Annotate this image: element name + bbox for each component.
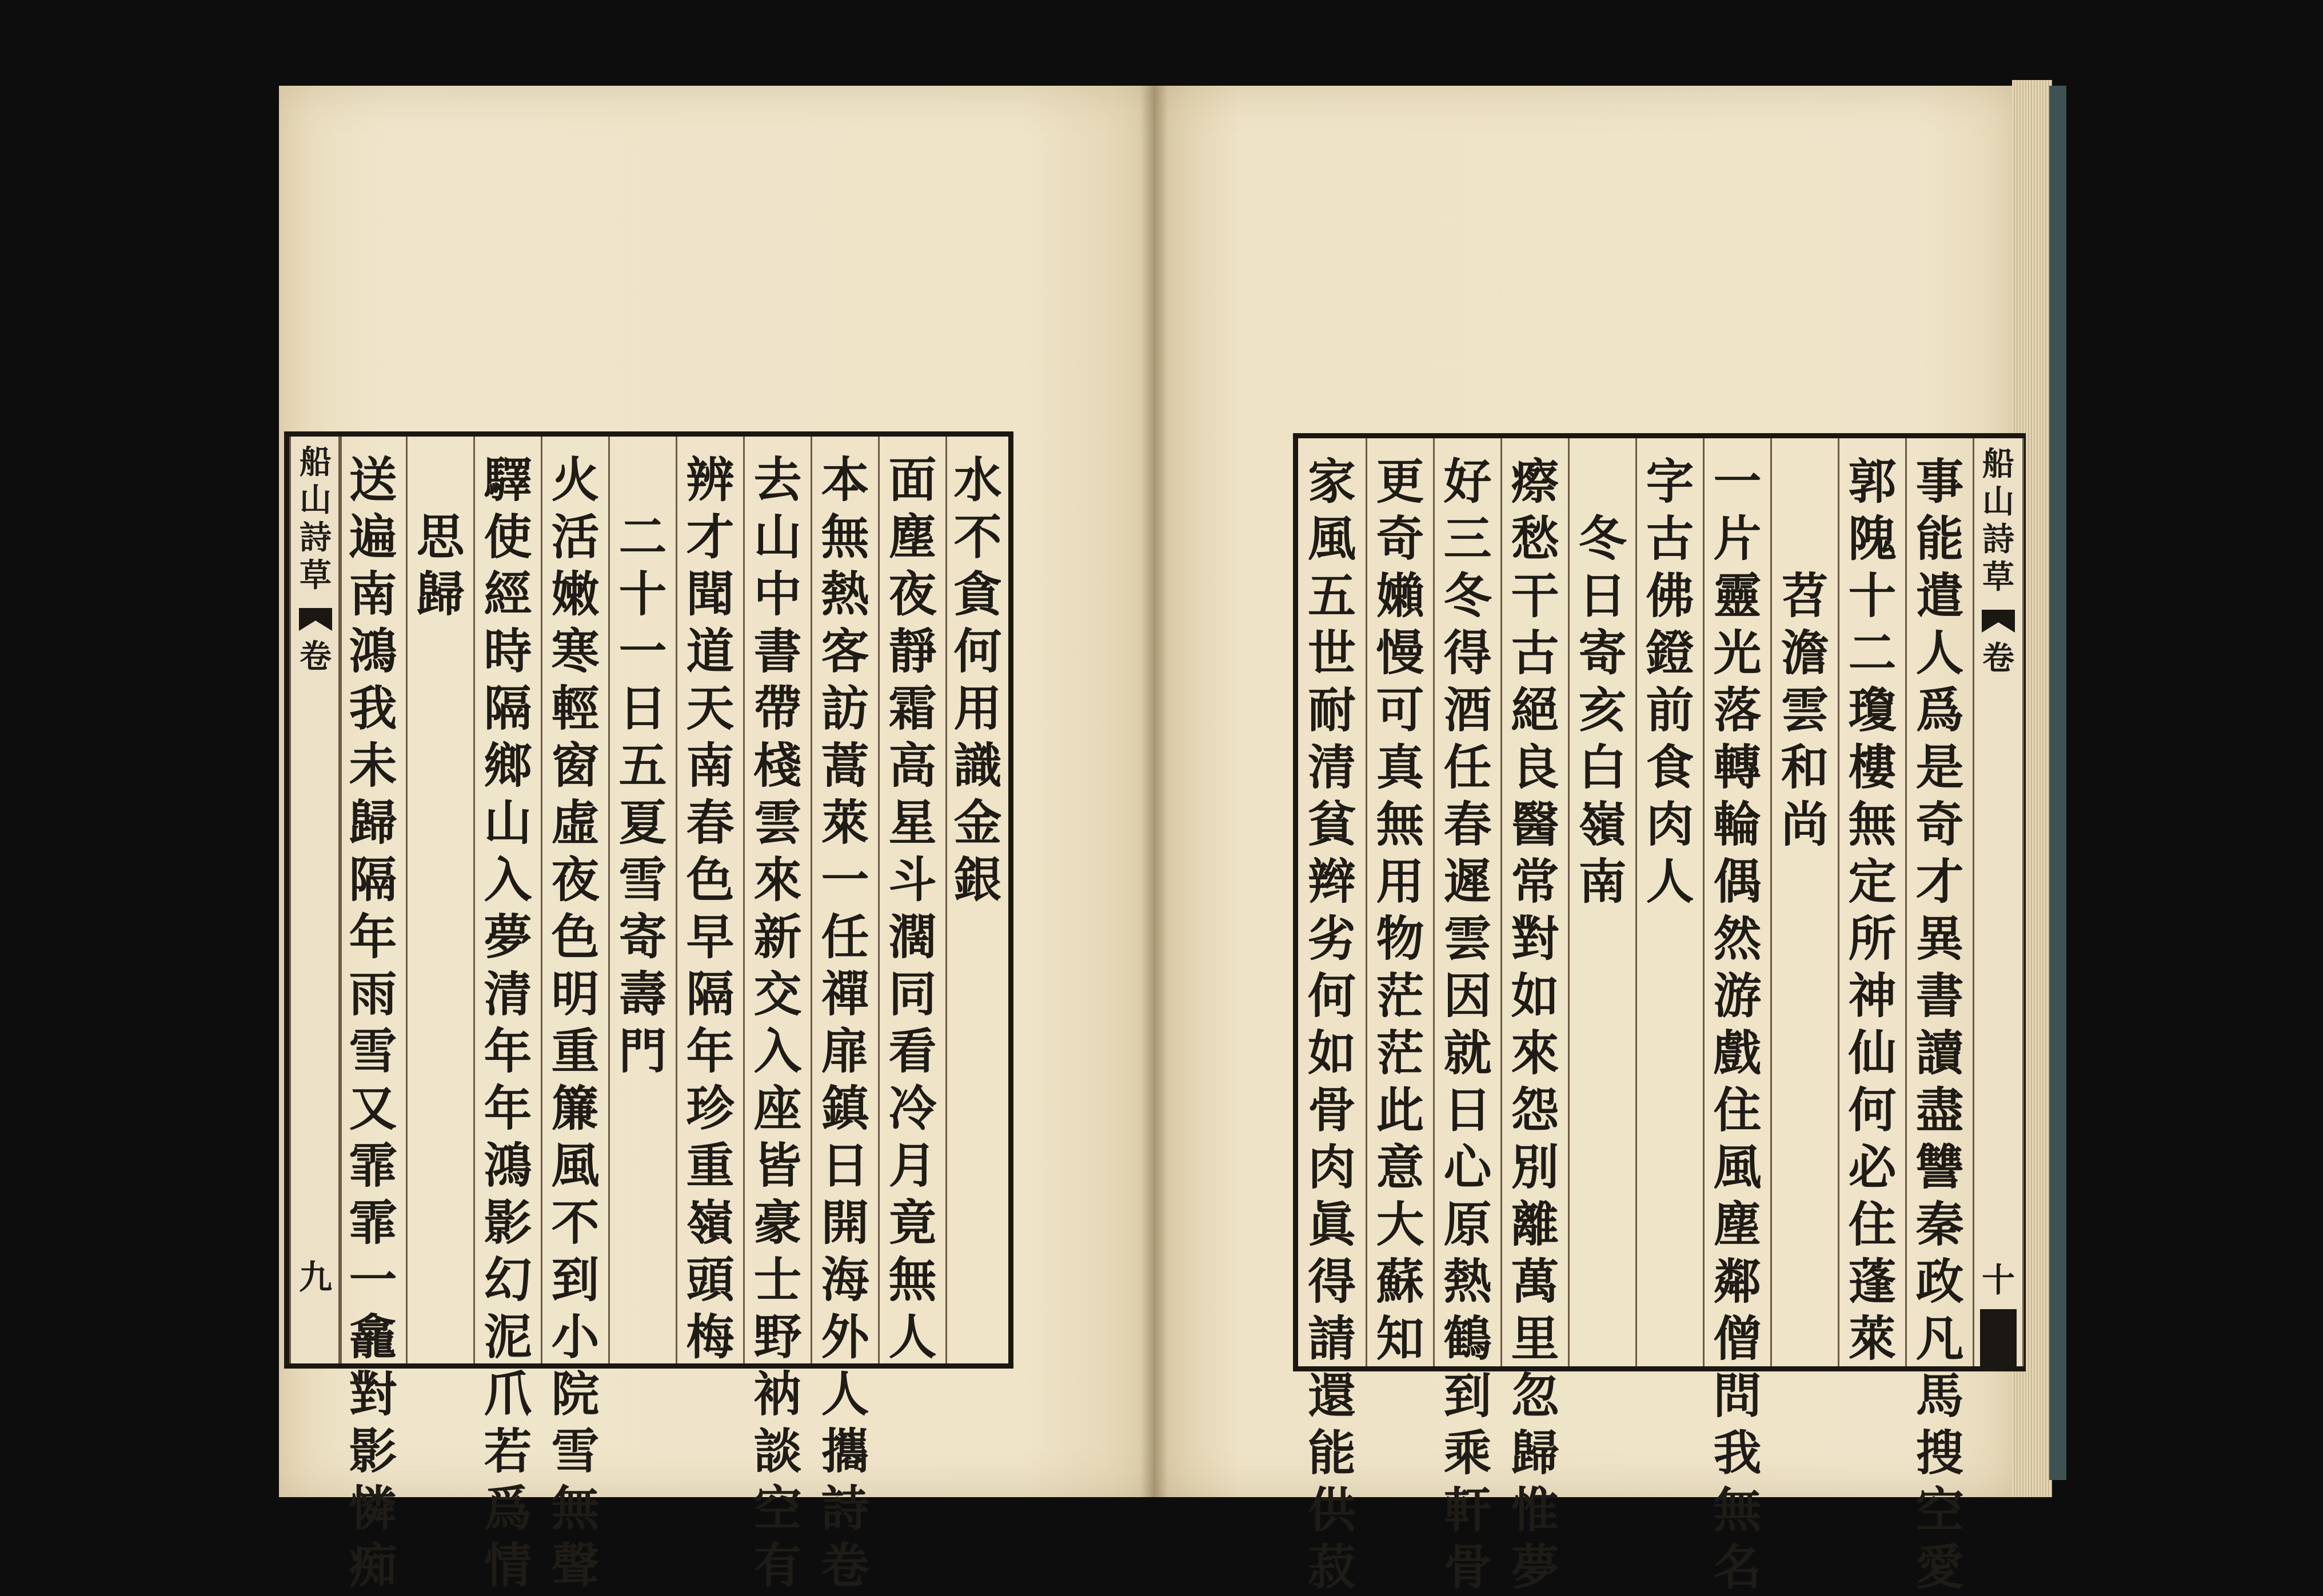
column-text: 送遍南鴻我未歸隔年雨雪又霏霏一龕對影憐痴 (349, 451, 397, 1594)
heart-title: 船山詩草 (300, 443, 332, 594)
column-text: 家風五世耐清貧辫劣何如骨肉眞得請還能供菽 (1307, 453, 1356, 1595)
text-column (608, 437, 676, 1363)
column-text: 去山中書帶棧雲來新交入座皆豪士野衲談空有 (753, 451, 802, 1594)
text-column (1433, 438, 1500, 1595)
text-column (1366, 438, 1433, 1366)
text-column (1298, 438, 1366, 1595)
column-text: 二十一日五夏雪寄壽門 (618, 509, 667, 1079)
text-column (1635, 438, 1703, 1366)
column-text: 思歸 (416, 509, 465, 622)
column-text: 更奇嬾慢可真無用物茫茫此意大蘇知 (1376, 453, 1424, 1367)
right-text-frame (1293, 433, 2026, 1595)
text-column (1500, 438, 1568, 1595)
column-text: 好三冬得酒任春遲雲因就日心原熱鶴到乘軒骨 (1443, 453, 1492, 1595)
text-column (811, 437, 878, 1594)
text-column (878, 437, 945, 1363)
right-page-heart (1973, 438, 2024, 1366)
text-column (1905, 438, 1973, 1595)
book-gutter (1140, 86, 1168, 1497)
column-text: 辨才聞道天南春色早隔年珍重嶺頭梅 (686, 451, 735, 1365)
book-cover-edge (2049, 86, 2066, 1480)
column-text: 火活嫩寒輕窗虛夜色明重簾風不到小院雪無聲 (551, 451, 600, 1594)
heart-black-block (1980, 1309, 2017, 1366)
text-column (406, 437, 473, 1363)
column-text: 驛使經時隔鄉山入夢清年年鴻影幻泥爪若爲情 (484, 451, 532, 1594)
column-text: 面塵夜靜霜高星斗濶同看冷月竟無人 (888, 451, 937, 1365)
fishtail-mark-icon (299, 608, 332, 631)
heart-folio: 十 (1981, 1261, 2015, 1299)
column-text: 郭隗十二瓊樓無定所神仙何必住蓬萊 (1848, 453, 1897, 1367)
column-text: 水不貪何用識金銀 (953, 451, 1002, 908)
heart-volume: 卷 (1982, 639, 2014, 677)
text-column (743, 437, 811, 1594)
text-column (541, 437, 608, 1594)
fishtail-mark-icon (1982, 610, 2015, 633)
column-text: 苕澹雲和尚 (1781, 567, 1829, 853)
column-text: 字古佛鐙前食肉人 (1646, 453, 1694, 910)
heart-title: 船山詩草 (1982, 445, 2014, 596)
heart-volume: 卷 (300, 638, 332, 675)
column-text: 一片靈光落轉輪偶然游戲住風塵鄰僧問我無名 (1713, 453, 1762, 1595)
text-column (1770, 438, 1838, 1366)
text-column (338, 437, 406, 1594)
column-text: 瘵愁干古絕良醫常對如來怨別離萬里忽歸惟夢 (1511, 453, 1559, 1595)
text-column (945, 437, 1008, 1363)
text-column (676, 437, 743, 1363)
column-text: 本無熱客訪蒿萊一任禪扉鎮日開海外人攜詩卷 (821, 451, 869, 1594)
column-text: 冬日寄亥白嶺南 (1578, 510, 1627, 910)
text-column (1838, 438, 1905, 1366)
left-text-frame (284, 431, 1013, 1594)
text-column (473, 437, 541, 1594)
heart-folio: 九 (298, 1258, 332, 1297)
text-column (1568, 438, 1635, 1366)
left-page-heart (289, 437, 342, 1363)
column-text: 事能遣人爲是奇才異書讀盡讐秦政凡馬搜空愛 (1915, 453, 1964, 1595)
text-column (1703, 438, 1770, 1595)
